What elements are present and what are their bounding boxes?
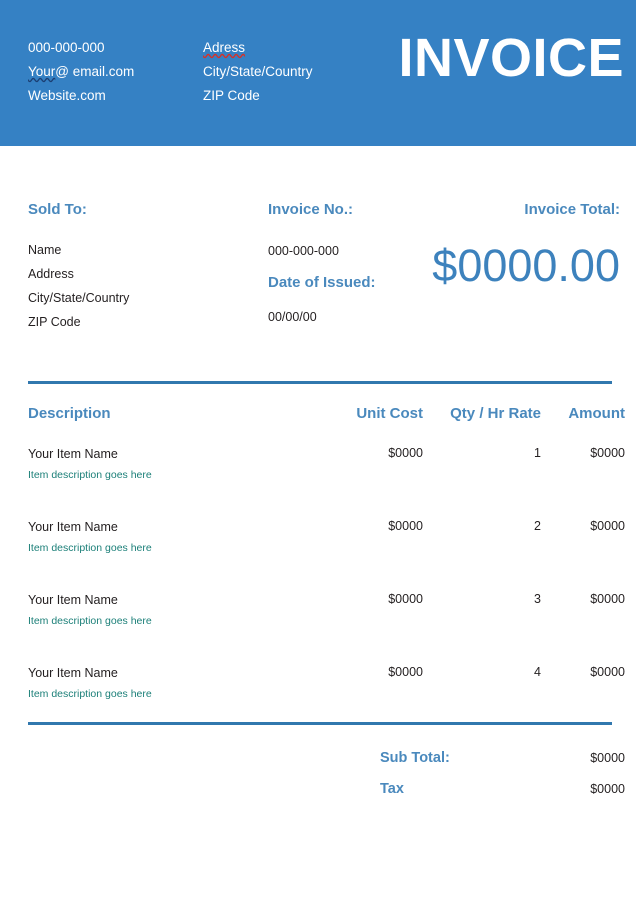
sold-to-details (28, 238, 258, 334)
invoice-total-label: Invoice Total: (524, 201, 620, 218)
header-address-line1 (203, 36, 393, 60)
totals-block (380, 751, 625, 812)
item-description-cell (28, 592, 323, 665)
totals-value: $0000 (590, 781, 625, 796)
sold-to-zip: ZIP Code (28, 315, 81, 329)
date-issued-value: 00/00/00 (268, 310, 317, 324)
invoice-items-table (28, 405, 625, 738)
totals-row (380, 751, 625, 766)
item-unit-cost: $0000 (388, 665, 423, 679)
table-top-divider (28, 381, 612, 384)
item-unit-cost: $0000 (388, 519, 423, 533)
header-email-rest: @ email.com (55, 64, 135, 79)
item-qty: 4 (534, 665, 541, 679)
sold-to-label: Sold To: (28, 201, 87, 218)
header-phone: 000-000-000 (28, 40, 105, 55)
item-name: Your Item Name (28, 666, 118, 680)
item-description-cell (28, 665, 323, 738)
item-description: Item description goes here (28, 615, 152, 627)
item-name: Your Item Name (28, 520, 118, 534)
invoice-total-block (432, 201, 620, 291)
item-name: Your Item Name (28, 447, 118, 461)
column-header-unit-cost: Unit Cost (356, 405, 423, 422)
sold-to-city-state-country: City/State/Country (28, 291, 130, 305)
item-amount: $0000 (590, 446, 625, 460)
invoice-no-label: Invoice No.: (268, 201, 354, 218)
totals-row (380, 782, 625, 797)
column-header-description: Description (28, 405, 111, 422)
table-row (28, 446, 625, 519)
invoice-no-value: 000-000-000 (268, 244, 339, 258)
item-amount: $0000 (590, 519, 625, 533)
item-amount: $0000 (590, 665, 625, 679)
item-qty: 1 (534, 446, 541, 460)
invoice-title: INVOICE (398, 28, 624, 88)
table-row (28, 665, 625, 738)
item-amount: $0000 (590, 592, 625, 606)
header-contact-block (28, 36, 198, 108)
totals-value: $0000 (590, 751, 625, 765)
item-description: Item description goes here (28, 542, 152, 554)
items-table-head (28, 405, 625, 446)
invoice-meta-block (268, 202, 438, 329)
item-unit-cost: $0000 (388, 446, 423, 460)
item-description: Item description goes here (28, 469, 152, 481)
header-address-misspelled-word: Adress (203, 40, 246, 55)
header-website: Website.com (28, 88, 106, 103)
item-qty: 3 (534, 592, 541, 606)
header-address-block (203, 36, 393, 108)
column-header-qty-hr-rate: Qty / Hr Rate (450, 405, 541, 422)
item-description-cell (28, 519, 323, 592)
totals-label: Tax (380, 780, 404, 797)
item-unit-cost: $0000 (388, 592, 423, 606)
totals-label: Sub Total: (380, 750, 450, 766)
header-address-line3: ZIP Code (203, 88, 260, 103)
header-address-line2: City/State/Country (203, 64, 313, 79)
item-name: Your Item Name (28, 593, 118, 607)
sold-to-name: Name (28, 243, 62, 257)
invoice-total-amount: $0000.00 (432, 240, 620, 291)
table-row (28, 519, 625, 592)
item-description-cell (28, 446, 323, 519)
sold-to-address: Address (28, 267, 74, 281)
item-qty: 2 (534, 519, 541, 533)
header-email (28, 60, 198, 84)
items-table-header-row (28, 405, 625, 446)
date-issued-label: Date of Issued: (268, 274, 376, 291)
table-row (28, 592, 625, 665)
item-description: Item description goes here (28, 688, 152, 700)
items-table-body (28, 446, 625, 738)
column-header-amount: Amount (568, 405, 625, 422)
header-email-misspelled-part: Your (28, 64, 56, 79)
sold-to-block (28, 202, 258, 334)
invoice-header-band (0, 0, 636, 146)
